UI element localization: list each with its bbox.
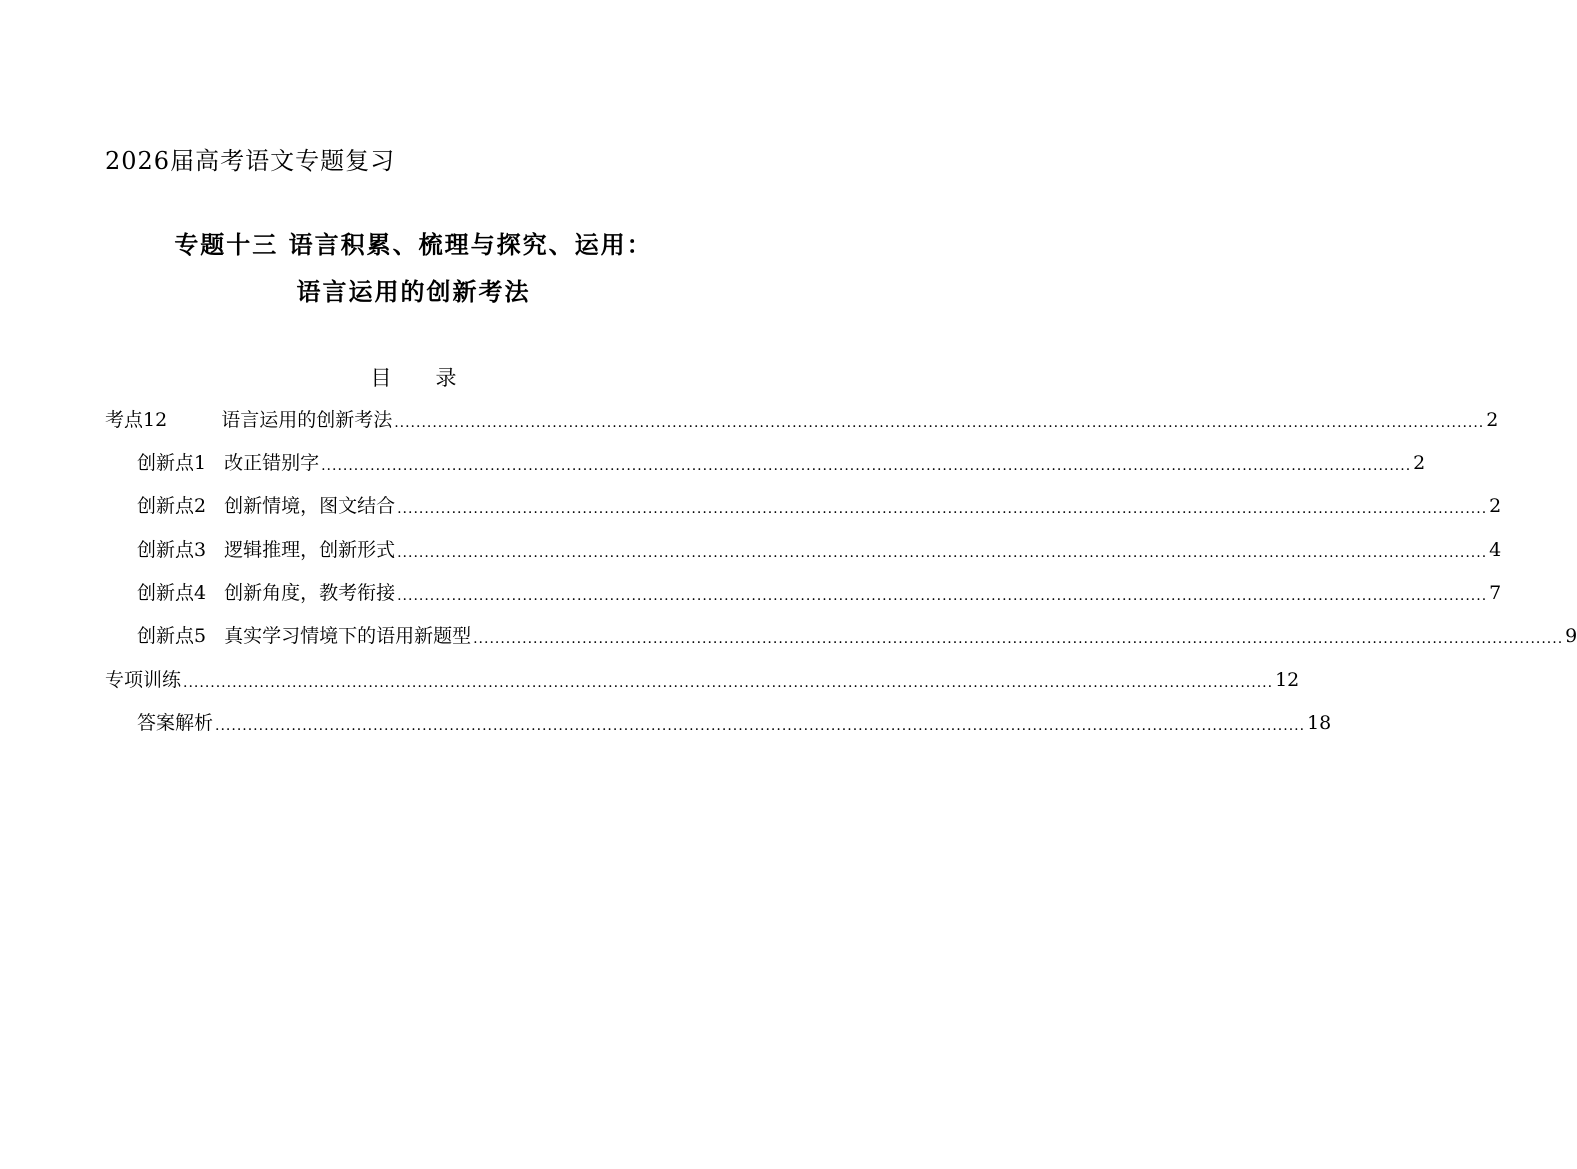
- toc-leader-dots: ........................................................................................................................................................................................................: [215, 718, 1306, 734]
- toc-heading-char-1: 目: [370, 366, 392, 390]
- toc-page-number: 18: [1307, 712, 1332, 734]
- toc-entry-number: 创新点2: [137, 495, 207, 517]
- toc-entry[interactable]: [137, 492, 1502, 520]
- toc-page-number: 2: [1413, 452, 1426, 474]
- toc-leader-dots: ........................................................................................................................................................................................................: [397, 588, 1488, 604]
- toc-page-number: 12: [1275, 669, 1300, 691]
- toc-page-number: 7: [1489, 582, 1502, 604]
- toc-entry[interactable]: [137, 622, 1577, 650]
- toc-entry-title: 真实学习情境下的语用新题型: [224, 625, 472, 647]
- toc-page-number: 2: [1486, 409, 1499, 431]
- toc-entry-title: 专项训练: [105, 669, 182, 691]
- toc-entry[interactable]: [105, 666, 1300, 694]
- toc-entry[interactable]: [137, 579, 1502, 607]
- toc-entry-number: 创新点1: [137, 452, 207, 474]
- toc-entry-number: 考点12: [105, 409, 168, 431]
- toc-entry[interactable]: [137, 709, 1332, 737]
- toc-heading-char-2: 录: [435, 366, 457, 390]
- toc-entry-label: [105, 406, 392, 434]
- toc-entry-label: [137, 622, 471, 650]
- toc-entry-label: [105, 666, 181, 694]
- toc-leader-dots: ........................................................................................................................................................................................................: [397, 501, 1488, 517]
- toc-leader-dots: ........................................................................................................................................................................................................: [473, 631, 1564, 647]
- toc-leader-dots: ........................................................................................................................................................................................................: [397, 545, 1488, 561]
- toc-entry-number: 创新点3: [137, 539, 207, 561]
- toc-entry-title: 答案解析: [137, 712, 214, 734]
- toc-page-number: 2: [1489, 495, 1502, 517]
- toc-entry-title: 改正错别字: [224, 452, 320, 474]
- toc-entry-title: 创新角度，教考衔接: [224, 582, 396, 604]
- toc-entry-label: [137, 449, 319, 477]
- document-title: 2026届高考语文专题复习: [105, 147, 396, 175]
- toc-entry-title: 语言运用的创新考法: [221, 409, 393, 431]
- toc-leader-dots: ........................................................................................................................................................................................................: [394, 415, 1485, 431]
- topic-title-line-2: 语言运用的创新考法: [296, 277, 531, 306]
- toc-heading: [0, 364, 827, 392]
- toc-entry-title: 逻辑推理，创新形式: [224, 539, 396, 561]
- toc-leader-dots: ........................................................................................................................................................................................................: [183, 675, 1274, 691]
- toc-entry-label: [137, 492, 395, 520]
- toc-entry[interactable]: [105, 406, 1499, 434]
- toc-entry-label: [137, 579, 395, 607]
- topic-title-line-1: 专题十三 语言积累、梳理与探究、运用：: [174, 230, 653, 259]
- toc-page-number: 4: [1489, 539, 1502, 561]
- toc-entry-title: 创新情境，图文结合: [224, 495, 396, 517]
- toc-entry-label: [137, 709, 213, 737]
- toc-leader-dots: ........................................................................................................................................................................................................: [321, 458, 1412, 474]
- toc-entry[interactable]: [137, 536, 1502, 564]
- toc-page-number: 9: [1565, 625, 1577, 647]
- toc-entry[interactable]: [137, 449, 1426, 477]
- toc-entry-label: [137, 536, 395, 564]
- toc-entry-number: 创新点5: [137, 625, 207, 647]
- toc-entry-number: 创新点4: [137, 582, 207, 604]
